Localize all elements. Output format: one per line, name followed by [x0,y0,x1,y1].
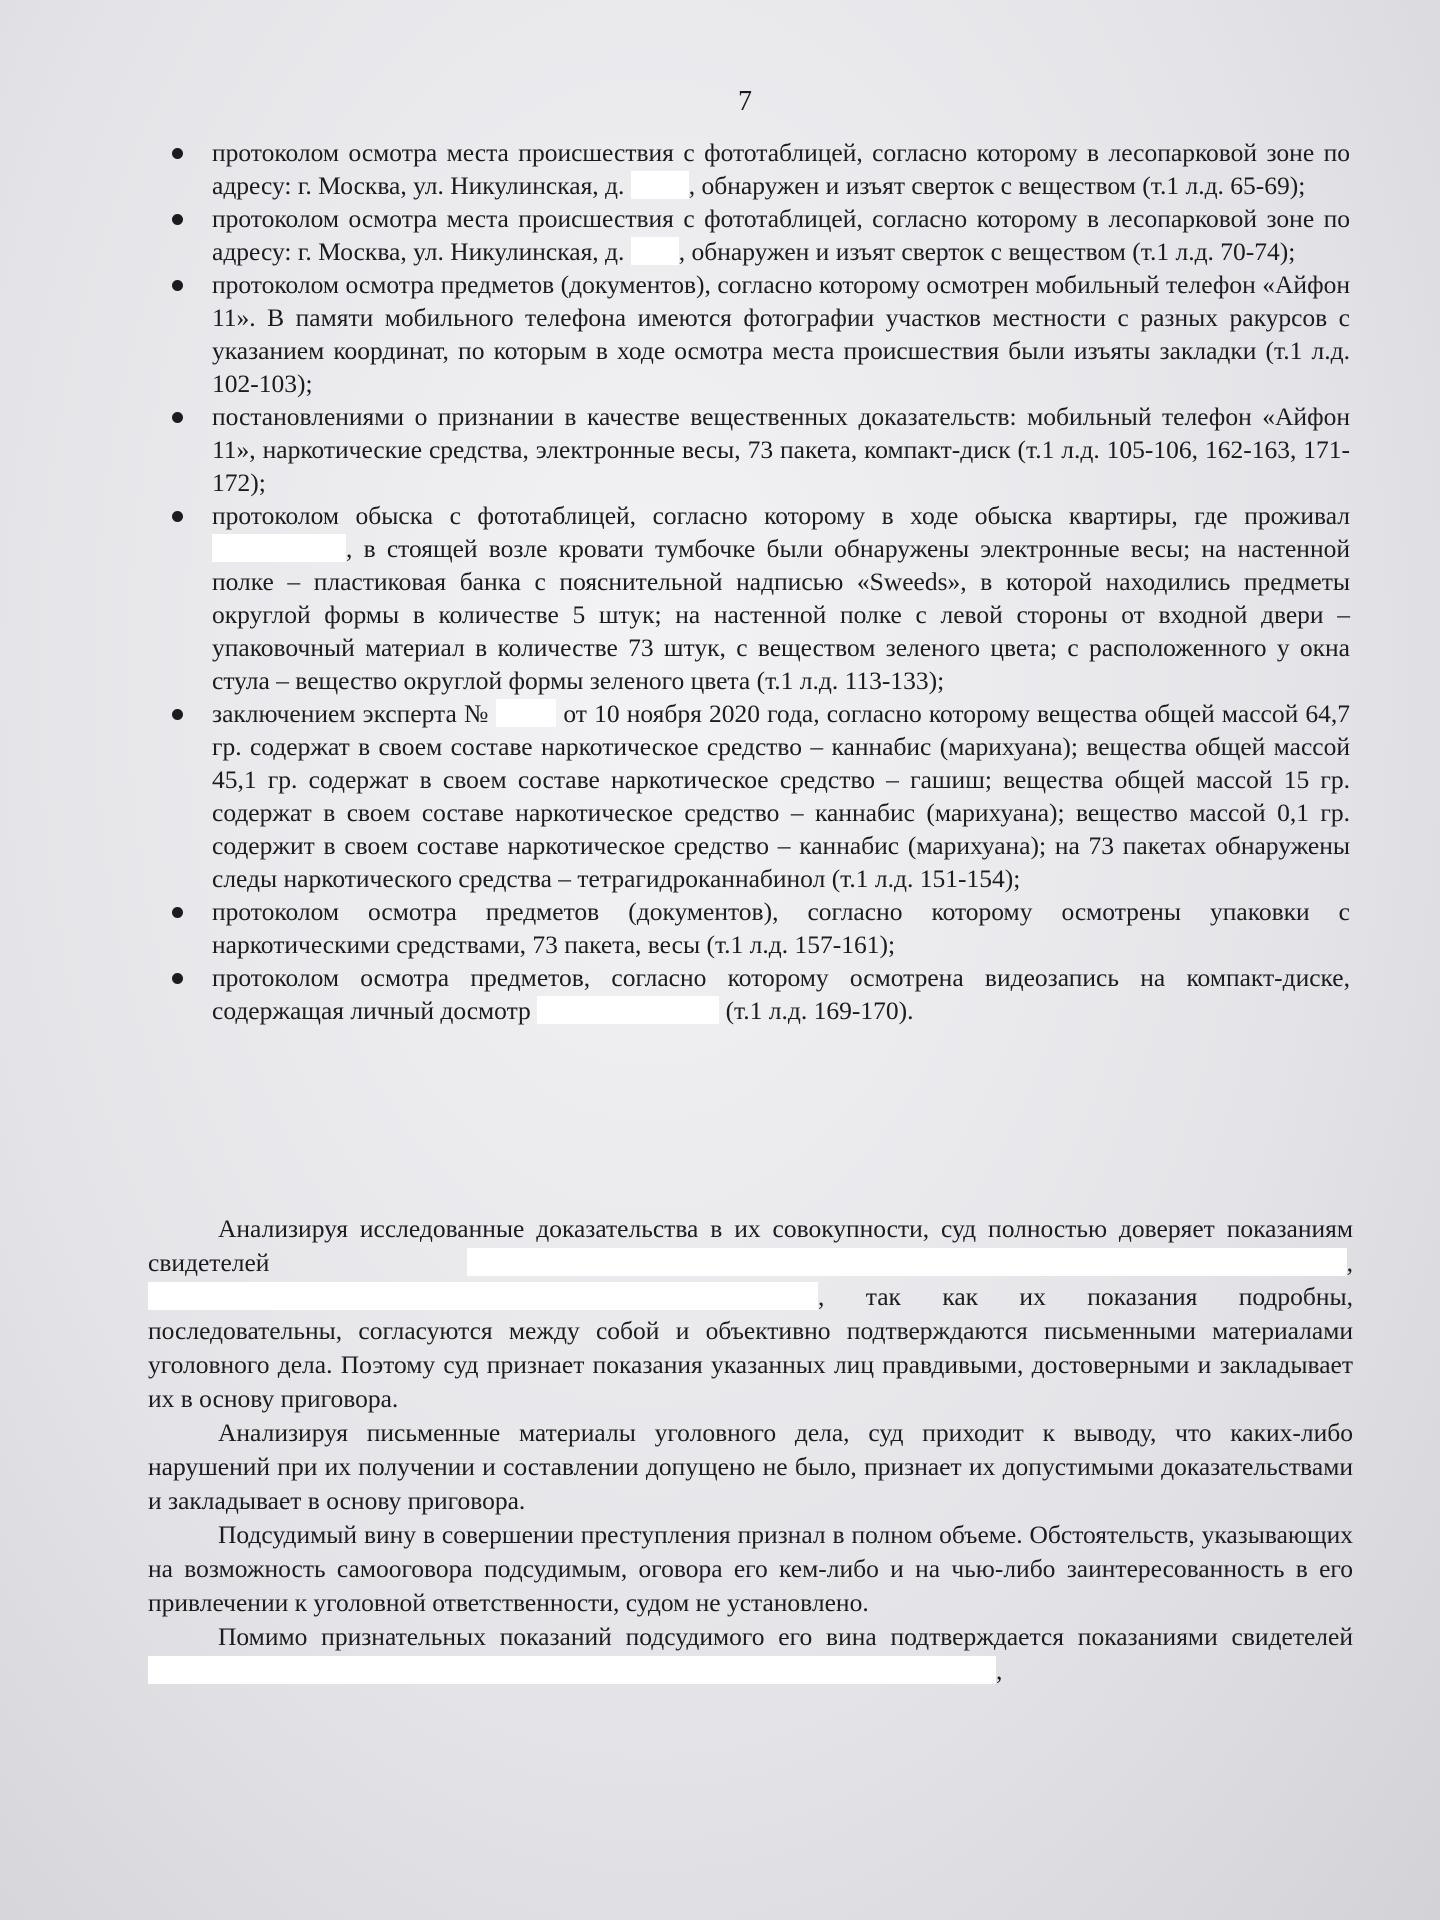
bullet-icon [172,511,183,522]
redacted-block [537,996,719,1024]
item-text-before: заключением эксперта № [212,699,490,728]
paragraph-text-after: , так как их показания подробны, последовательны, согласуются между собой и объективно подтверждаются письменными материалами уголовного дела. Поэтому суд признает показания указанных лиц правдивыми, достоверными и закладывает их в основу приговора. [148,1282,1353,1413]
page-number: 7 [738,86,752,117]
list-item [160,136,1350,202]
item-text: постановлениями о признании в качестве вещественных доказательств: мобильный телефон «Айфон 11», наркотические средства, электронные весы, 73 пакета, компакт-диск (т.1 л.д. 105-106, 162-163, 171-172); [212,402,1350,497]
paragraph-text-after: , [996,1656,1003,1685]
list-item [160,895,1350,961]
body-text [148,1212,1353,1688]
redacted-block [212,534,346,562]
list-item [160,400,1350,499]
item-text-after: от 10 ноября 2020 года, согласно которому вещества общей массой 64,7 гр. содержат в своем составе наркотическое средство – каннабис (марихуана); вещества общей массой 45,1 гр. содержат в своем составе наркотическое средство – гашиш; вещества общей массой 15 гр. содержат в своем составе наркотическое средство – каннабис (марихуана); вещество массой 0,1 гр. содержит в своем составе наркотическое средство – каннабис (марихуана); на 73 пакетах обнаружены следы наркотического средства – тетрагидроканнабинол (т.1 л.д. 151-154); [212,699,1350,893]
paragraph-written-materials: Анализируя письменные материалы уголовного дела, суд приходит к выводу, что каких-либо нарушений при их получении и составлении допущено не было, признает их допустимыми доказательствами и закладывает в основу приговора. [148,1418,1353,1515]
item-text-before: протоколом обыска с фототаблицей, согласно которому в ходе обыска квартиры, где проживал [212,501,1350,530]
list-item [160,697,1350,895]
list-item [160,268,1350,400]
bullet-icon [172,280,183,291]
bullet-icon [172,709,183,720]
item-text-before: протоколом осмотра предметов, согласно которому осмотрена видеозапись на компакт-диске, содержащая личный досмотр [212,963,1350,1025]
paragraph-text-before: Анализируя исследованные доказательства в их совокупности, суд полностью доверяет показаниям свидетелей [148,1214,1353,1277]
redacted-block [148,1656,996,1684]
bullet-icon [172,907,183,918]
redacted-block [631,237,679,265]
item-text: протоколом осмотра предметов (документов), согласно которому осмотрены упаковки с наркотическими средствами, 73 пакета, весы (т.1 л.д. 157-161); [212,897,1350,959]
paragraph-text-before: Помимо признательных показаний подсудимого его вина подтверждается показаниями свидетелей [218,1622,1353,1651]
redacted-block [148,1282,818,1310]
paragraph-comma: , [1346,1248,1353,1277]
bullet-icon [172,973,183,984]
item-text-after: , в стоящей возле кровати тумбочке были обнаружены электронные весы; на настенной полке – пластиковая банка с пояснительной надписью «Sweeds», в которой находились предметы округлой формы в количестве 5 штук; на настенной полке с левой стороны от входной двери – упаковочный материал в количестве 73 штук, с веществом зеленого цвета; с расположенного у окна стула – вещество округлой формы зеленого цвета (т.1 л.д. 113-133); [212,534,1350,695]
item-text-after: , обнаружен и изъят сверток с веществом (т.1 л.д. 70-74); [678,237,1296,266]
redacted-block [631,171,689,199]
item-text-before: протоколом осмотра места происшествия с фототаблицей, согласно которому в лесопарковой зоне по адресу: г. Москва, ул. Никулинская, д. [212,138,1350,200]
item-text-before: протоколом осмотра места происшествия с фототаблицей, согласно которому в лесопарковой зоне по адресу: г. Москва, ул. Никулинская, д. [212,204,1350,266]
bullet-icon [172,148,183,159]
list-item [160,202,1350,268]
evidence-list [160,136,1350,1027]
redacted-block [496,699,556,727]
bullet-icon [172,214,183,225]
list-item [160,961,1350,1027]
bullet-icon [172,412,183,423]
paragraph-additional-witnesses [148,1620,1353,1688]
paragraph-defendant-guilt: Подсудимый вину в совершении преступления признал в полном объеме. Обстоятельств, указывающих на возможность самооговора подсудимым, оговора его кем-либо и на чью-либо заинтересованность в его привлечении к уголовной ответственности, судом не установлено. [148,1520,1353,1617]
item-text: протоколом осмотра предметов (документов), согласно которому осмотрен мобильный телефон «Айфон 11». В памяти мобильного телефона имеются фотографии участков местности с разных ракурсов с указанием координат, по которым в ходе осмотра места происшествия были изъяты закладки (т.1 л.д. 102-103); [212,270,1350,398]
redacted-block [467,1248,1347,1276]
paragraph-analysis-witnesses [148,1212,1353,1416]
item-text-after: , обнаружен и изъят сверток с веществом (т.1 л.д. 65-69); [688,171,1306,200]
item-text-after: (т.1 л.д. 169-170). [725,996,914,1025]
list-item [160,499,1350,697]
